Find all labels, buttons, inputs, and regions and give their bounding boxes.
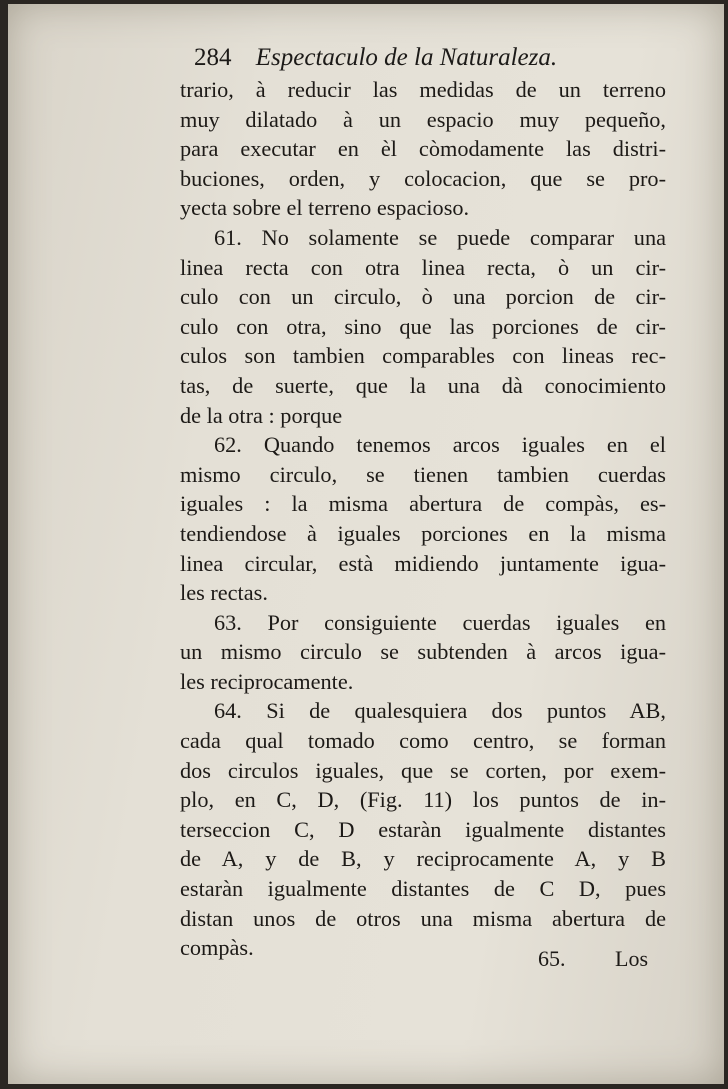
text-line: linea circular, està midiendo juntamente igua-	[180, 550, 666, 576]
paragraph-63-start: 63. Por consiguiente cuerdas iguales en	[214, 609, 666, 635]
text-line: muy dilatado à un espacio muy pequeño,	[180, 106, 666, 132]
text-line: yecta sobre el terreno espacioso.	[180, 195, 470, 221]
text-line: de la otra : porque	[180, 402, 343, 428]
paragraph-61-start: 61. No solamente se puede comparar una	[214, 224, 666, 250]
text-line: mismo circulo, se tienen tambien cuerdas	[180, 461, 666, 487]
text-line: un mismo circulo se subtenden à arcos igua-	[180, 639, 666, 665]
text-line: cada qual tomado como centro, se forman	[180, 728, 666, 754]
running-title: Espectaculo de la Naturaleza.	[255, 44, 558, 71]
catchword	[538, 946, 648, 972]
text-line: tendiendose à iguales porciones en la misma	[180, 520, 666, 546]
catchword-number: 65.	[538, 946, 566, 971]
page-number: 284	[194, 44, 232, 71]
text-line: culo con otra, sino que las porciones de cir-	[180, 313, 666, 339]
text-line: estaràn igualmente distantes de C D, pues	[180, 876, 666, 902]
text-line: les rectas.	[180, 580, 268, 606]
text-line: tas, de suerte, que la una dà conocimiento	[180, 372, 666, 398]
paragraph-64-start: 64. Si de qualesquiera dos puntos AB,	[214, 698, 666, 724]
text-line: dos circulos iguales, que se corten, por exem-	[180, 757, 666, 783]
text-line: trario, à reducir las medidas de un terreno	[180, 77, 666, 102]
text-line: distan unos de otros una misma abertura de	[180, 905, 666, 931]
text-line: plo, en C, D, (Fig. 11) los puntos de in-	[180, 787, 666, 813]
text-line: buciones, orden, y colocacion, que se pro-	[180, 165, 666, 191]
text-line: terseccion C, D estaràn igualmente distantes	[180, 816, 666, 842]
page-header	[194, 44, 557, 72]
text-line: para executar en èl còmodamente las distri-	[180, 136, 666, 162]
catchword-word: Los	[615, 946, 648, 971]
text-line: linea recta con otra linea recta, ò un cir-	[180, 254, 666, 280]
text-line: compàs.	[180, 935, 254, 961]
body-text	[180, 75, 666, 963]
text-line: iguales : la misma abertura de compàs, es-	[180, 491, 666, 517]
text-line: les reciprocamente.	[180, 668, 354, 694]
text-line: culos son tambien comparables con lineas rec-	[180, 343, 666, 369]
text-line: culo con un circulo, ò una porcion de cir-	[180, 284, 666, 310]
paragraph-62-start: 62. Quando tenemos arcos iguales en el	[214, 432, 666, 458]
text-line: de A, y de B, y reciprocamente A, y B	[180, 846, 666, 872]
book-page	[8, 4, 724, 1084]
